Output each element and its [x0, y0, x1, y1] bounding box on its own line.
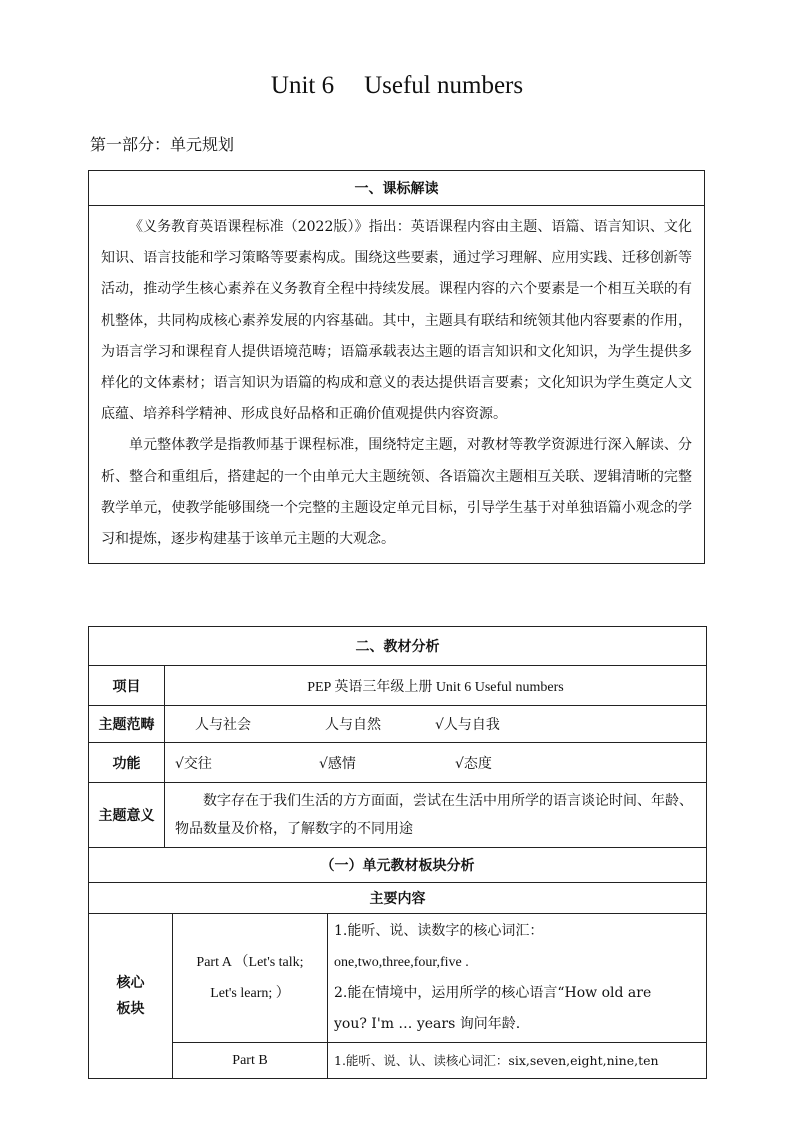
part-a-name-line-1: Part A （Let's talk;: [196, 955, 304, 970]
part-a-name-line-2: Let's learn; ）: [210, 986, 290, 1001]
theme-option-self: √人与自我: [435, 717, 500, 733]
theme-option-nature: 人与自然: [325, 717, 381, 733]
function-option-communication: √交往: [175, 755, 212, 772]
section1-body: [89, 206, 705, 564]
unit-name: Useful numbers: [364, 72, 524, 99]
section1-heading: 一、课标解读: [89, 171, 705, 206]
item-value: PEP 英语三年级上册 Unit 6 Useful numbers: [165, 666, 707, 706]
textbook-analysis-table: [88, 626, 707, 1079]
unit-number: Unit 6: [270, 72, 335, 99]
core-label-line-2: 板块: [116, 1001, 145, 1017]
part-b-content: 1.能听、说、认、读核心词汇：six,seven,eight,nine,ten: [328, 1043, 707, 1079]
part-a-line-4: you? I'm … years 询问年龄.: [334, 1016, 521, 1032]
part-a-line-3: 2.能在情境中，运用所学的核心语言“How old are: [334, 985, 652, 1001]
core-label-line-1: 核心: [116, 975, 145, 991]
theme-option-society: 人与社会: [195, 717, 251, 733]
part-b-name: Part B: [173, 1043, 328, 1079]
section1-paragraph-1: 《义务教育英语课程标准（2022版）》指出：英语课程内容由主题、语篇、语言知识、文化知识、语言技能和学习策略等要素构成。围绕这些要素，通过学习理解、应用实践、迁移创新等活动，推动学生核心素养在义务教育全程中持续发展。课程内容的六个要素是一个相互关联的有机整体，共同构成核心素养发展的内容基础。其中，主题具有联结和统领其他内容要素的作用，为语言学习和课程育人提供语境范畴；语篇承载表达主题的语言知识和文化知识，为学生提供多样化的文体素材；语言知识为语篇的构成和意义的表达提供语言要素；文化知识为学生奠定人文底蕴、培养科学精神、形成良好品格和正确价值观提供内容资源。: [101, 219, 692, 423]
part-a-name: [173, 914, 328, 1043]
meaning-cell: [165, 783, 707, 848]
meaning-text: 数字存在于我们生活的方方面面，尝试在生活中用所学的语言谈论时间、年龄、物品数量及价格，了解数字的不同用途: [175, 793, 693, 837]
core-block-label: [89, 914, 173, 1079]
document-title: [0, 72, 794, 100]
theme-options: [165, 706, 707, 743]
meaning-label: 主题意义: [89, 783, 165, 848]
main-content-label: 主要内容: [89, 883, 707, 914]
theme-label: 主题范畴: [89, 706, 165, 743]
function-label: 功能: [89, 743, 165, 783]
curriculum-table: [88, 170, 705, 564]
function-option-attitude: √态度: [455, 755, 492, 772]
item-label: 项目: [89, 666, 165, 706]
subsection-heading: （一）单元教材板块分析: [89, 848, 707, 883]
part-heading: 第一部分：单元规划: [90, 135, 235, 154]
function-options: [165, 743, 707, 783]
part-a-content: [328, 914, 707, 1043]
function-option-emotion: √感情: [319, 755, 356, 772]
part-a-line-1: 1.能听、说、读数字的核心词汇：: [334, 923, 544, 939]
section1-paragraph-2: 单元整体教学是指教师基于课程标准，围绕特定主题，对教材等教学资源进行深入解读、分析、整合和重组后，搭建起的一个由单元大主题统领、各语篇次主题相互关联、逻辑清晰的完整教学单元，使教学能够围绕一个完整的主题设定单元目标，引导学生基于对单独语篇小观念的学习和提炼，逐步构建基于该单元主题的大观念。: [101, 437, 692, 548]
section2-heading: 二、教材分析: [89, 627, 707, 666]
part-a-line-2: one,two,three,four,five .: [334, 955, 469, 970]
